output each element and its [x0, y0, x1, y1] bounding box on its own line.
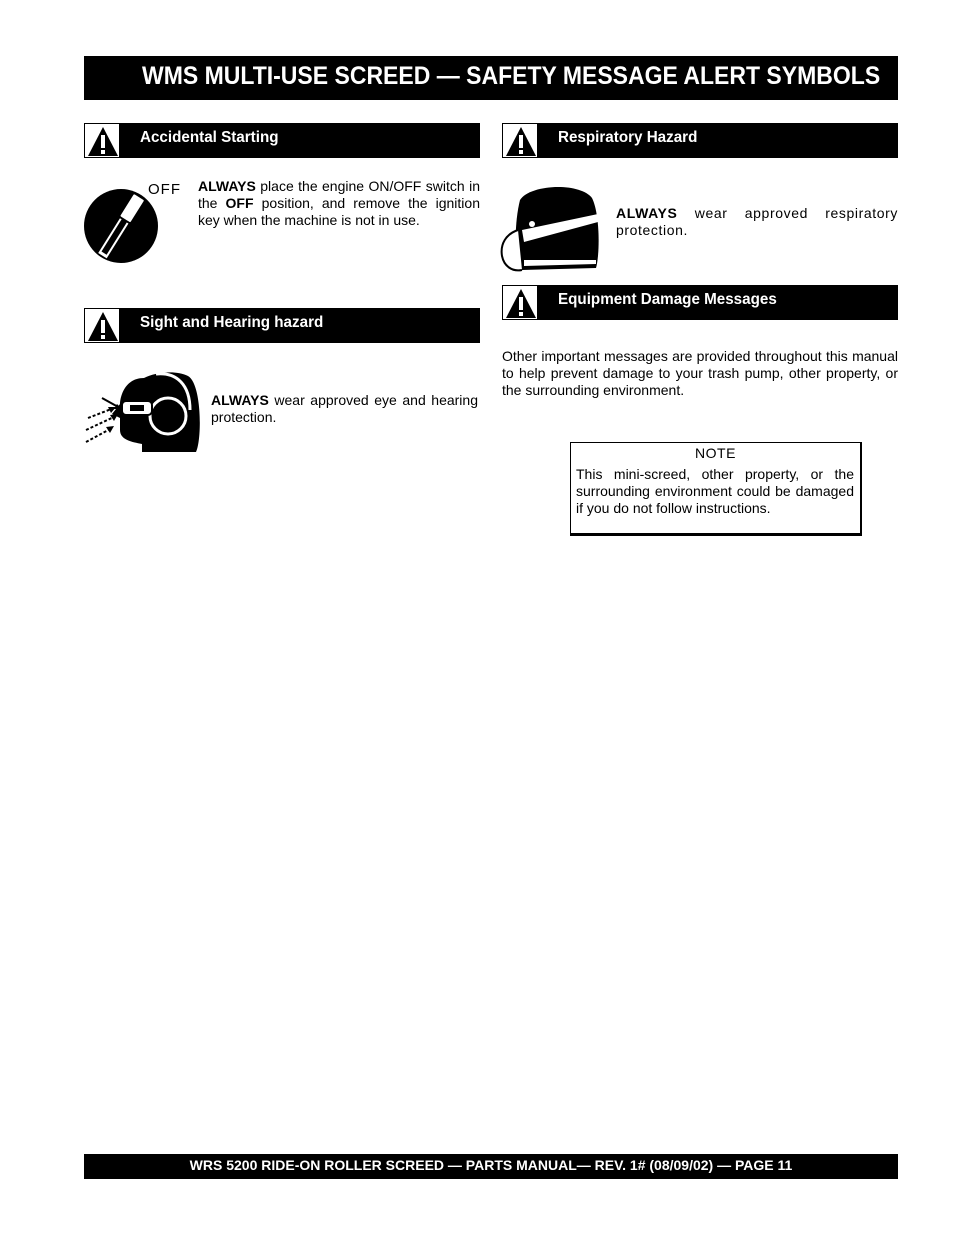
section-heading: Equipment Damage Messages — [558, 291, 777, 308]
warning-triangle-icon — [84, 308, 120, 343]
section-header-equipment-damage — [502, 285, 898, 320]
section-heading: Accidental Starting — [140, 129, 279, 146]
page-title-bar — [84, 56, 898, 100]
ignition-switch-off-icon — [84, 180, 184, 271]
off-label: OFF — [148, 181, 181, 198]
section-heading: Respiratory Hazard — [558, 129, 698, 146]
accidental-starting-text: ALWAYS place the engine ON/OFF switch in the OFF position, and remove the ignition key when the machine is not in use. — [198, 178, 480, 228]
section-header-respiratory — [502, 123, 898, 158]
note-box — [570, 442, 862, 536]
section-header-accidental-starting — [84, 123, 480, 158]
eye-ear-protection-icon — [84, 370, 204, 459]
equipment-damage-text: Other important messages are provided throughout this manual to help prevent damage to your trash pump, other property, or the surrounding environment. — [502, 348, 898, 398]
section-header-sight-hearing — [84, 308, 480, 343]
respiratory-text: ALWAYS wear approved respiratory protection. — [616, 205, 898, 238]
section-heading: Sight and Hearing hazard — [140, 314, 324, 331]
warning-triangle-icon — [84, 123, 120, 158]
note-text: This mini-screed, other property, or the surrounding environment could be damaged if you do not follow instructions. — [576, 466, 854, 516]
sight-hearing-text: ALWAYS wear approved eye and hearing protection. — [211, 392, 478, 425]
respirator-mask-icon — [500, 184, 602, 279]
warning-triangle-icon — [502, 123, 538, 158]
note-title: NOTE — [695, 445, 736, 461]
page-footer: WRS 5200 RIDE-ON ROLLER SCREED — PARTS MANUAL— REV. 1# (08/09/02) — PAGE 11 — [189, 1157, 793, 1173]
warning-triangle-icon — [502, 285, 538, 320]
page-title: WMS MULTI-USE SCREED — SAFETY MESSAGE ALERT SYMBOLS — [142, 62, 881, 90]
page-footer-bar — [84, 1154, 898, 1179]
